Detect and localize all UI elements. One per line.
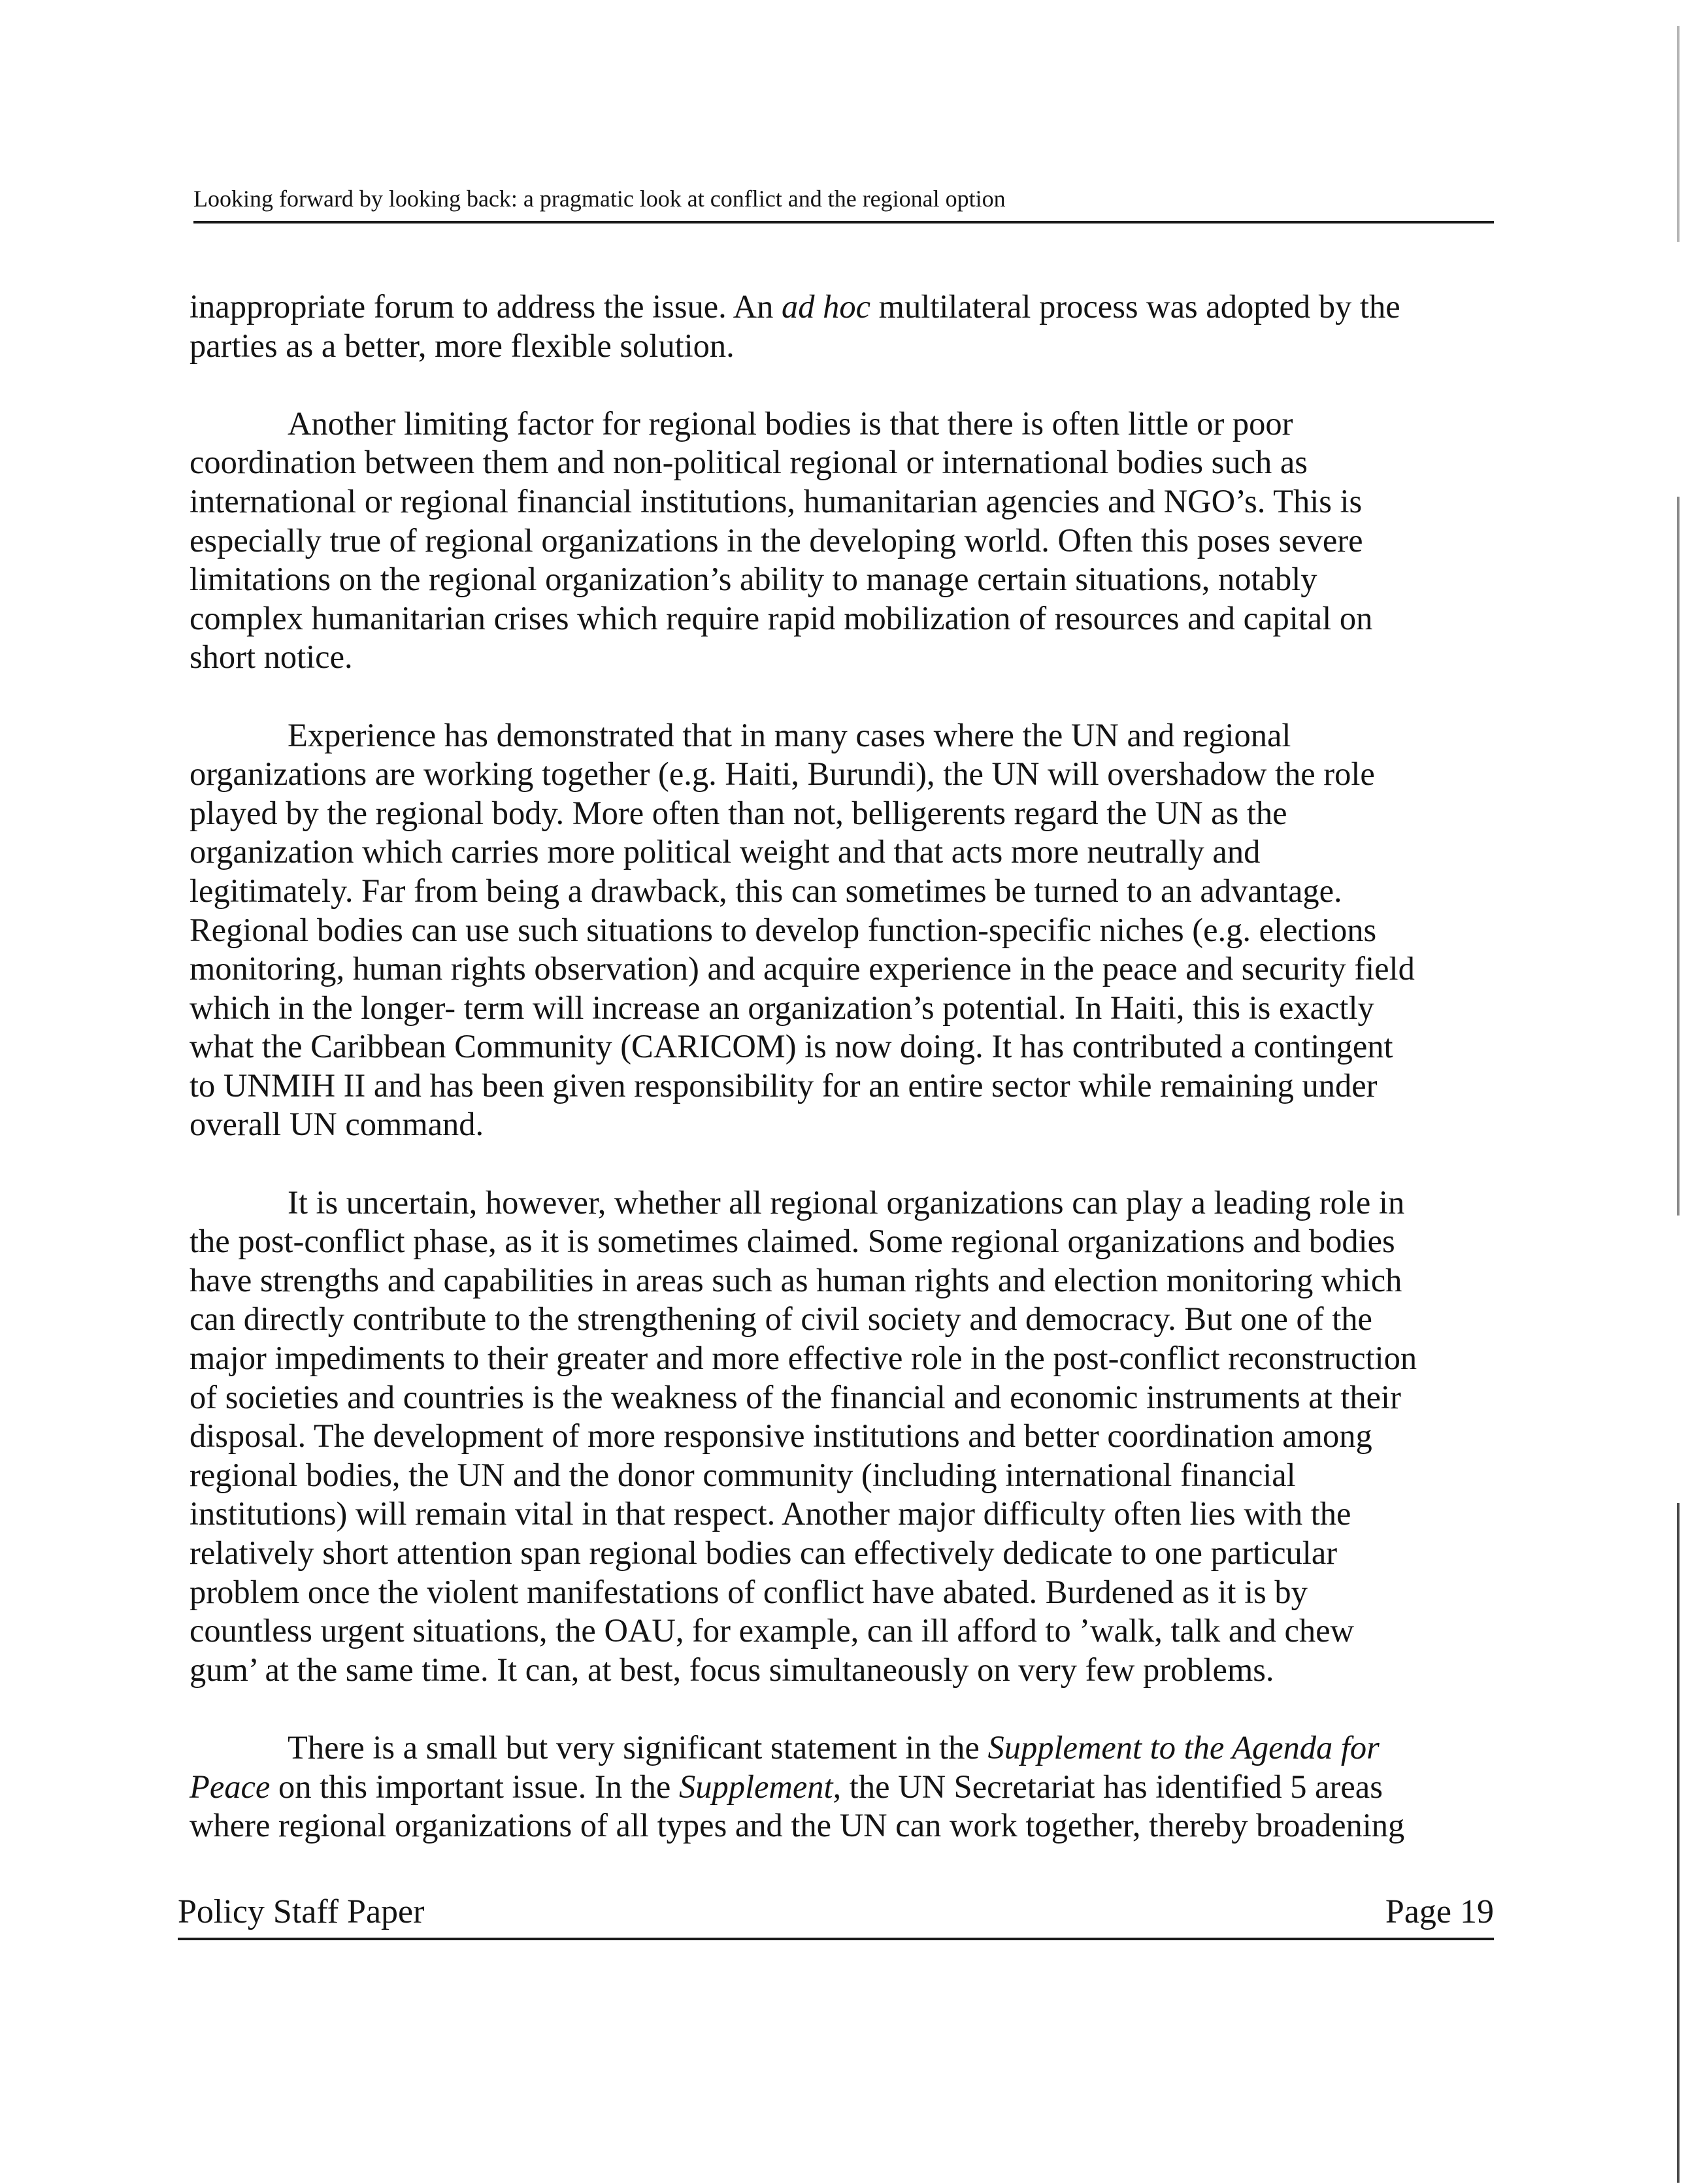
- text-line: have strengths and capabilities in areas such as human rights and election monitoring which: [190, 1261, 1402, 1299]
- text-line: There is a small but very significant statement in the Supplement to the Agenda for: [288, 1729, 1380, 1766]
- paragraph: [190, 716, 1503, 1145]
- paragraph: [190, 1729, 1503, 1845]
- header-rule: [193, 221, 1494, 223]
- italic-text: ad hoc: [782, 288, 871, 325]
- text-line: parties as a better, more flexible solution.: [190, 327, 735, 364]
- text-line: coordination between them and non-political regional or international bodies such as: [190, 444, 1308, 481]
- text-line: overall UN command.: [190, 1106, 484, 1143]
- text-line: of societies and countries is the weakness of the financial and economic instruments at their: [190, 1378, 1401, 1415]
- text-line: monitoring, human rights observation) and acquire experience in the peace and security field: [190, 950, 1415, 987]
- text-line: can directly contribute to the strengthening of civil society and democracy. But one of the: [190, 1300, 1372, 1338]
- footer-publication: Policy Staff Paper: [178, 1893, 425, 1930]
- text-line: which in the longer- term will increase an organization’s potential. In Haiti, this is exactly: [190, 989, 1374, 1026]
- italic-text: Peace: [190, 1768, 271, 1805]
- scan-edge-mark: [1677, 497, 1680, 1216]
- italic-text: Supplement,: [678, 1768, 842, 1805]
- text-line: the post-conflict phase, as it is sometimes claimed. Some regional organizations and bodies: [190, 1223, 1395, 1260]
- text-line: Peace on this important issue. In the Supplement, the UN Secretariat has identified 5 areas: [190, 1768, 1383, 1805]
- text-line: gum’ at the same time. It can, at best, focus simultaneously on very few problems.: [190, 1651, 1274, 1688]
- body-text: [190, 288, 1503, 1884]
- text-line: limitations on the regional organization’s ability to manage certain situations, notably: [190, 561, 1317, 598]
- text-line: regional bodies, the UN and the donor community (including international financial: [190, 1456, 1296, 1493]
- text-line: complex humanitarian crises which require rapid mobilization of resources and capital on: [190, 599, 1373, 637]
- text-line: relatively short attention span regional bodies can effectively dedicate to one particular: [190, 1534, 1338, 1571]
- text-line: to UNMIH II and has been given responsibility for an entire sector while remaining under: [190, 1067, 1378, 1104]
- text-line: major impediments to their greater and more effective role in the post-conflict reconstruction: [190, 1340, 1417, 1377]
- text-line: institutions) will remain vital in that respect. Another major difficulty often lies with the: [190, 1495, 1351, 1532]
- text-line: short notice.: [190, 638, 353, 676]
- text-line: what the Caribbean Community (CARICOM) is now doing. It has contributed a contingent: [190, 1028, 1393, 1065]
- text-line: organizations are working together (e.g. Haiti, Burundi), the UN will overshadow the role: [190, 755, 1375, 793]
- paragraph: [190, 405, 1503, 677]
- paragraph: [190, 1183, 1503, 1690]
- scan-edge-mark: [1677, 1503, 1680, 2183]
- text-line: Regional bodies can use such situations to develop function-specific niches (e.g. elections: [190, 911, 1377, 948]
- text-line: countless urgent situations, the OAU, for example, can ill afford to ’walk, talk and chew: [190, 1612, 1354, 1649]
- footer-page-number: Page 19: [1385, 1893, 1494, 1930]
- text-line: legitimately. Far from being a drawback, this can sometimes be turned to an advantage.: [190, 872, 1342, 909]
- text-line: organization which carries more political weight and that acts more neutrally and: [190, 833, 1261, 870]
- italic-text: Supplement to the Agenda for: [987, 1729, 1380, 1766]
- text-line: especially true of regional organizations in the developing world. Often this poses severe: [190, 521, 1363, 559]
- footer-rule: [178, 1938, 1494, 1940]
- text-line: international or regional financial institutions, humanitarian agencies and NGO’s. This is: [190, 482, 1363, 520]
- text-line: played by the regional body. More often than not, belligerents regard the UN as the: [190, 794, 1287, 831]
- text-line: inappropriate forum to address the issue. An ad hoc multilateral process was adopted by the: [190, 288, 1400, 325]
- text-line: It is uncertain, however, whether all regional organizations can play a leading role in: [288, 1183, 1405, 1221]
- text-line: disposal. The development of more responsive institutions and better coordination among: [190, 1417, 1372, 1455]
- text-line: where regional organizations of all types and the UN can work together, thereby broadening: [190, 1807, 1405, 1844]
- text-line: Experience has demonstrated that in many cases where the UN and regional: [288, 716, 1291, 753]
- paragraph: [190, 288, 1503, 365]
- running-header: Looking forward by looking back: a pragmatic look at conflict and the regional option: [193, 186, 1006, 212]
- scan-edge-mark: [1677, 26, 1680, 242]
- text-line: Another limiting factor for regional bodies is that there is often little or poor: [288, 405, 1293, 442]
- text-line: problem once the violent manifestations of conflict have abated. Burdened as it is by: [190, 1573, 1308, 1610]
